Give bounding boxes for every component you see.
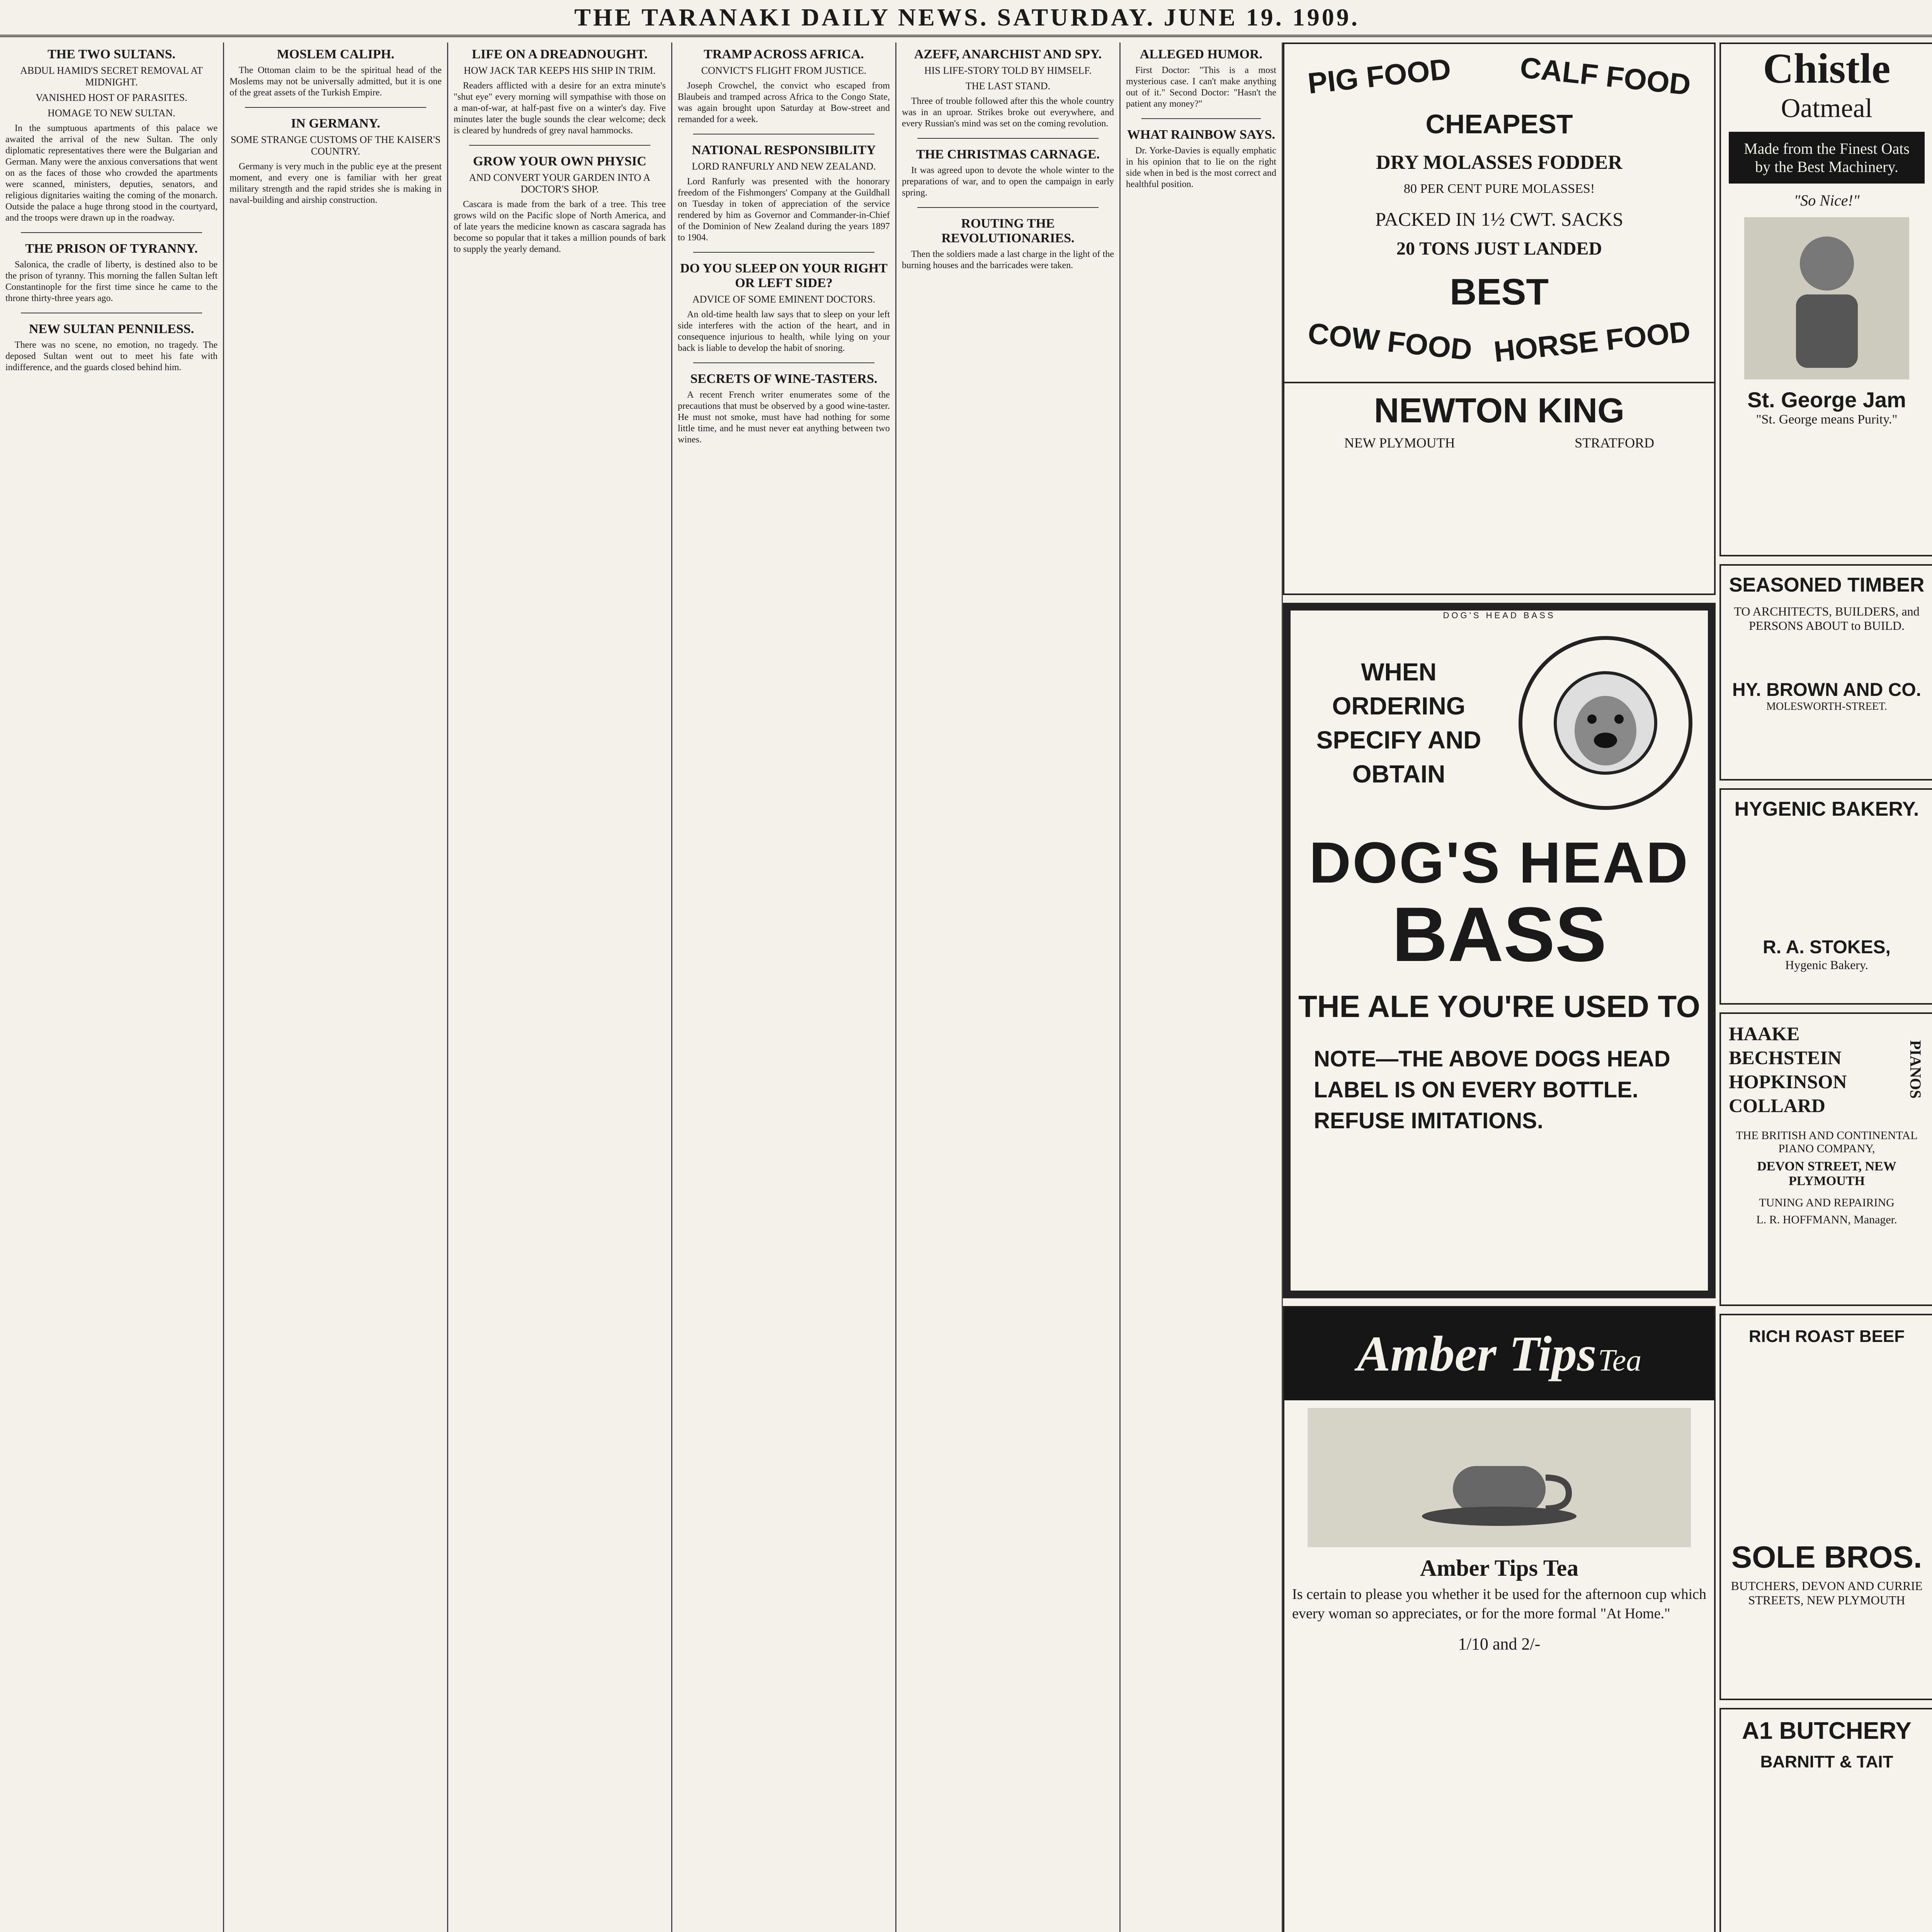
column-1 [0, 43, 224, 1932]
bakery-owner: R. A. STOKES, [1763, 937, 1891, 957]
chistle-ad [1719, 43, 1932, 556]
child-icon [1773, 225, 1881, 372]
article-body: Dr. Yorke-Davies is equally emphatic in his opinion that to lie on the right side when in bed is the most correct and healthful position. [1126, 146, 1276, 189]
bakery-title: HYGENIC BAKERY. [1734, 798, 1919, 820]
article-subtitle: LORD RANFURLY AND NEW ZEALAND. [692, 161, 876, 172]
divider [917, 207, 1099, 208]
article-body: It was agreed upon to devote the whole winter to the preparations of war, and to open the campaign in early spring. [902, 165, 1114, 198]
article-title: ROUTING THE REVOLUTIONARIES. [941, 216, 1075, 245]
divider [245, 107, 426, 108]
newspaper-title: THE TARANAKI DAILY NEWS. SATURDAY. JUNE 19. 1909. [574, 3, 1360, 31]
amber-body: Is certain to please you whether it be used for the afternoon cup which every woman so appreciates, or for the more formal "At Home." [1292, 1586, 1706, 1622]
best-label: BEST [1449, 271, 1549, 313]
article-subtitle: CONVICT'S FLIGHT FROM JUSTICE. [701, 65, 867, 76]
article-subtitle: AND CONVERT YOUR GARDEN INTO A DOCTOR'S SHOP. [469, 172, 651, 195]
sole-bros-ad [1719, 1314, 1932, 1700]
piano-brand: BECHSTEIN [1729, 1047, 1842, 1068]
border-text: DOG'S HEAD BASS [1443, 611, 1556, 620]
bass-top-row [1291, 621, 1708, 810]
bakery-sub: Hygenic Bakery. [1785, 958, 1868, 972]
article-subtitle: ABDUL HAMID'S SECRET REMOVAL AT MIDNIGHT. [20, 65, 203, 88]
timber-place: MOLESWORTH-STREET. [1766, 701, 1887, 713]
article-title: NATIONAL RESPONSIBILITY [692, 143, 876, 157]
ad-line: 80 PER CENT PURE MOLASSES! [1403, 182, 1595, 196]
divider [693, 362, 874, 363]
article-body: The Ottoman claim to be the spiritual head of the Moslems may not be universally admitted, but it is one of the great assets of the Turkish Empire. [230, 65, 442, 98]
piano-street: DEVON STREET, NEW PLYMOUTH [1757, 1159, 1896, 1188]
amber-subtitle: Amber Tips Tea [1420, 1555, 1579, 1581]
article-title: THE PRISON OF TYRANNY. [25, 242, 198, 256]
column-6 [1121, 43, 1283, 1932]
article-subhead: VANISHED HOST OF PARASITES. [36, 92, 187, 103]
dog-head-icon [1544, 661, 1667, 785]
bass-ale-ad [1283, 603, 1716, 1298]
ordering-text: WHEN ORDERING SPECIFY AND OBTAIN [1316, 658, 1481, 788]
ad-line: DRY MOLASSES FODDER [1376, 151, 1622, 173]
column-4 [672, 43, 896, 1932]
article-body: Three of trouble followed after this the whole country was in an uproar. Strikes broke out everywhere, and every Russian's mind was set on the coming revolution. [902, 96, 1114, 129]
article-title: LIFE ON A DREADNOUGHT. [472, 47, 648, 61]
article-body: An old-time health law says that to sleep on your left side interferes with the action of the heart, and in consequence injurious to health, while lying on your back is liable to develop the habit of snoring. [678, 310, 890, 353]
butchery-title: A1 BUTCHERY [1742, 1718, 1912, 1744]
ad-line: 20 TONS JUST LANDED [1396, 238, 1602, 259]
piano-brand: HOPKINSON [1729, 1071, 1847, 1092]
article-subtitle: HIS LIFE-STORY TOLD BY HIMSELF. [924, 65, 1092, 76]
ad-headline-row [1284, 313, 1714, 369]
piano-manager: L. R. HOFFMANN, Manager. [1756, 1213, 1897, 1226]
sole-sub: BUTCHERS, DEVON AND CURRIE STREETS, NEW PLYMOUTH [1731, 1579, 1923, 1607]
town-label: NEW PLYMOUTH [1344, 435, 1455, 451]
article-body: First Doctor: "This is a most mysterious case. I can't make anything out of it." Second Doctor: "Hasn't the patient any money?" [1126, 65, 1276, 109]
article-title: IN GERMANY. [291, 116, 381, 131]
article-subhead: HOMAGE TO NEW SULTAN. [48, 107, 175, 119]
divider [469, 145, 650, 146]
column-2 [224, 43, 448, 1932]
chistle-title: Chistle [1763, 45, 1891, 92]
piano-tuning: TUNING AND REPAIRING [1759, 1196, 1895, 1209]
dogs-head-brand: DOG'S HEAD [1309, 830, 1690, 895]
so-nice-label: "So Nice!" [1794, 192, 1860, 209]
dog-head-seal [1519, 636, 1692, 810]
article-body: Cascara is made from the bark of a tree. This tree grows wild on the Pacific slope of North America, and of late years the medicine known as cascara sagrada has become so popular that it takes a million pounds of bark to supply the yearly demand. [454, 199, 666, 254]
article-title: THE CHRISTMAS CARNAGE. [916, 147, 1100, 162]
piano-brand-list [1729, 1022, 1847, 1117]
teacup-icon [1383, 1420, 1615, 1536]
chistle-made: Made from the Finest Oats by the Best Machinery. [1729, 132, 1925, 184]
amber-title-banner [1284, 1308, 1714, 1400]
article-subtitle: HOW JACK TAR KEEPS HIS SHIP IN TRIM. [464, 65, 656, 76]
jam-subtitle: "St. George means Purity." [1756, 412, 1898, 427]
timber-firm: HY. BROWN AND CO. [1732, 680, 1921, 700]
cheapest-label: CHEAPEST [1425, 109, 1573, 139]
town-label: STRATFORD [1575, 435, 1655, 451]
article-title: GROW YOUR OWN PHYSIC [473, 154, 646, 168]
pianos-ad [1719, 1012, 1932, 1306]
masthead [0, 0, 1932, 37]
firm-towns [1284, 435, 1714, 451]
bass-tagline: THE ALE YOU'RE USED TO [1298, 989, 1700, 1024]
jam-title: St. George Jam [1747, 388, 1906, 412]
column-3 [448, 43, 672, 1932]
article-title: WHAT RAINBOW SAYS. [1127, 128, 1276, 142]
tea-party-illustration [1308, 1408, 1691, 1547]
meats-label: RICH ROAST BEEF [1748, 1327, 1905, 1346]
divider [693, 252, 874, 253]
article-body: Lord Ranfurly was presented with the honorary freedom of the Fishmongers' Company at the Guildhall on Tuesday in token of appreciation of the service rendered by him as Governor and Commander-in-Chief of the Dominion of New Zealand during the years 1897 to 1904. [678, 177, 890, 243]
amber-price: 1/10 and 2/- [1458, 1634, 1541, 1653]
piano-brand: HAAKE [1729, 1023, 1800, 1044]
article-title: TRAMP ACROSS AFRICA. [704, 47, 864, 61]
article-subtitle: SOME STRANGE CUSTOMS OF THE KAISER'S COUNTRY. [230, 134, 441, 157]
amber-title: Amber Tips [1357, 1326, 1597, 1382]
article-title: THE TWO SULTANS. [47, 47, 175, 61]
piano-brands [1721, 1014, 1932, 1125]
ad-line: PACKED IN 1½ CWT. SACKS [1375, 208, 1623, 230]
bass-note: NOTE—THE ABOVE DOGS HEAD LABEL IS ON EVERY BOTTLE. REFUSE IMITATIONS. [1314, 1046, 1670, 1133]
article-title: MOSLEM CALIPH. [277, 47, 395, 61]
divider [1141, 118, 1261, 119]
article-title: ALLEGED HUMOR. [1139, 47, 1263, 61]
article-body: Germany is very much in the public eye at the present moment, and every one is familiar with her great military strength and the rapid strides she is making in naval-building and airship construction. [230, 162, 442, 205]
horse-food-label: HORSE FOOD [1492, 315, 1692, 369]
piano-firm: THE BRITISH AND CONTINENTAL PIANO COMPANY, [1736, 1129, 1918, 1155]
sole-title: SOLE BROS. [1731, 1540, 1922, 1574]
pig-food-ad [1283, 43, 1716, 595]
divider [917, 138, 1099, 139]
column-5 [896, 43, 1121, 1932]
article-body: In the sumptuous apartments of this palace we awaited the arrival of the new Sultan. The only diplomatic representatives there were the Bulgarian and German. Many were the anxious conversations that went on as the faces of those who crowded the apartments were scanned, ministers, deputies, senators, and religious dignitaries waiting the coming of the monarch. Outside the palace a huge throng stood in the courtyard, and the troops were drawn up in the roadway. [5, 123, 218, 223]
bass-brand: BASS [1392, 891, 1607, 978]
article-body: There was no scene, no emotion, no tragedy. The deposed Sultan went out to meet his fate with indifference, and the guards closed behind him. [5, 340, 218, 372]
chistle-oatmeal: Oatmeal [1781, 94, 1873, 123]
article-body: A recent French writer enumerates some of the precautions that must be observed by a good wine-taster. He must not smoke, must have had nothing for some little time, and he must never eat anything between two wines. [678, 390, 890, 445]
amber-tea: Tea [1598, 1344, 1642, 1378]
article-body: Readers afflicted with a desire for an extra minute's "shut eye" every morning will sympathise with those on a man-of-war, at half-past five on a winter's day. Five minutes later the bugle sounds the clear welcome; deck is cleared by hundreds of grey naval hammocks. [454, 81, 666, 136]
divider [21, 232, 202, 233]
article-title: NEW SULTAN PENNILESS. [29, 322, 194, 336]
timber-ad [1719, 564, 1932, 781]
piano-brand: COLLARD [1729, 1095, 1826, 1116]
a1-butchery-ad [1719, 1708, 1932, 1932]
pianos-label: PIANOS [1907, 1040, 1924, 1099]
article-title: DO YOU SLEEP ON YOUR RIGHT OR LEFT SIDE? [680, 261, 888, 290]
timber-body: TO ARCHITECTS, BUILDERS, and PERSONS ABOUT to BUILD. [1734, 604, 1920, 633]
ad-headline-row [1284, 44, 1714, 102]
article-title: AZEFF, ANARCHIST AND SPY. [914, 47, 1102, 61]
hygenic-bakery-ad [1719, 788, 1932, 1005]
pig-food-label: PIG FOOD [1306, 52, 1453, 100]
amber-tips-ad [1283, 1306, 1716, 1932]
article-body: Salonica, the cradle of liberty, is destined also to be the prison of tyranny. This morning the fallen Sultan left Constantinople for the first time since he came to the throne thirty-three years ago. [5, 260, 218, 303]
cow-food-label: COW FOOD [1306, 316, 1474, 367]
article-subtitle: ADVICE OF SOME EMINENT DOCTORS. [692, 294, 876, 305]
article-subhead: THE LAST STAND. [965, 80, 1051, 92]
calf-food-label: CALF FOOD [1518, 51, 1692, 102]
article-body: Then the soldiers made a last charge in the light of the burning houses and the barricades were taken. [902, 249, 1114, 270]
article-body: Joseph Crowchel, the convict who escaped from Blaubeis and tramped across Africa to the Congo State, was again brought upon Saturday at Bow-street and remanded for a week. [678, 81, 890, 124]
butchery-firm: BARNITT & TAIT [1760, 1752, 1893, 1771]
child-illustration [1744, 217, 1909, 379]
timber-title: SEASONED TIMBER [1729, 574, 1925, 596]
article-title: SECRETS OF WINE-TASTERS. [690, 372, 878, 386]
firm-name: NEWTON KING [1284, 382, 1714, 431]
